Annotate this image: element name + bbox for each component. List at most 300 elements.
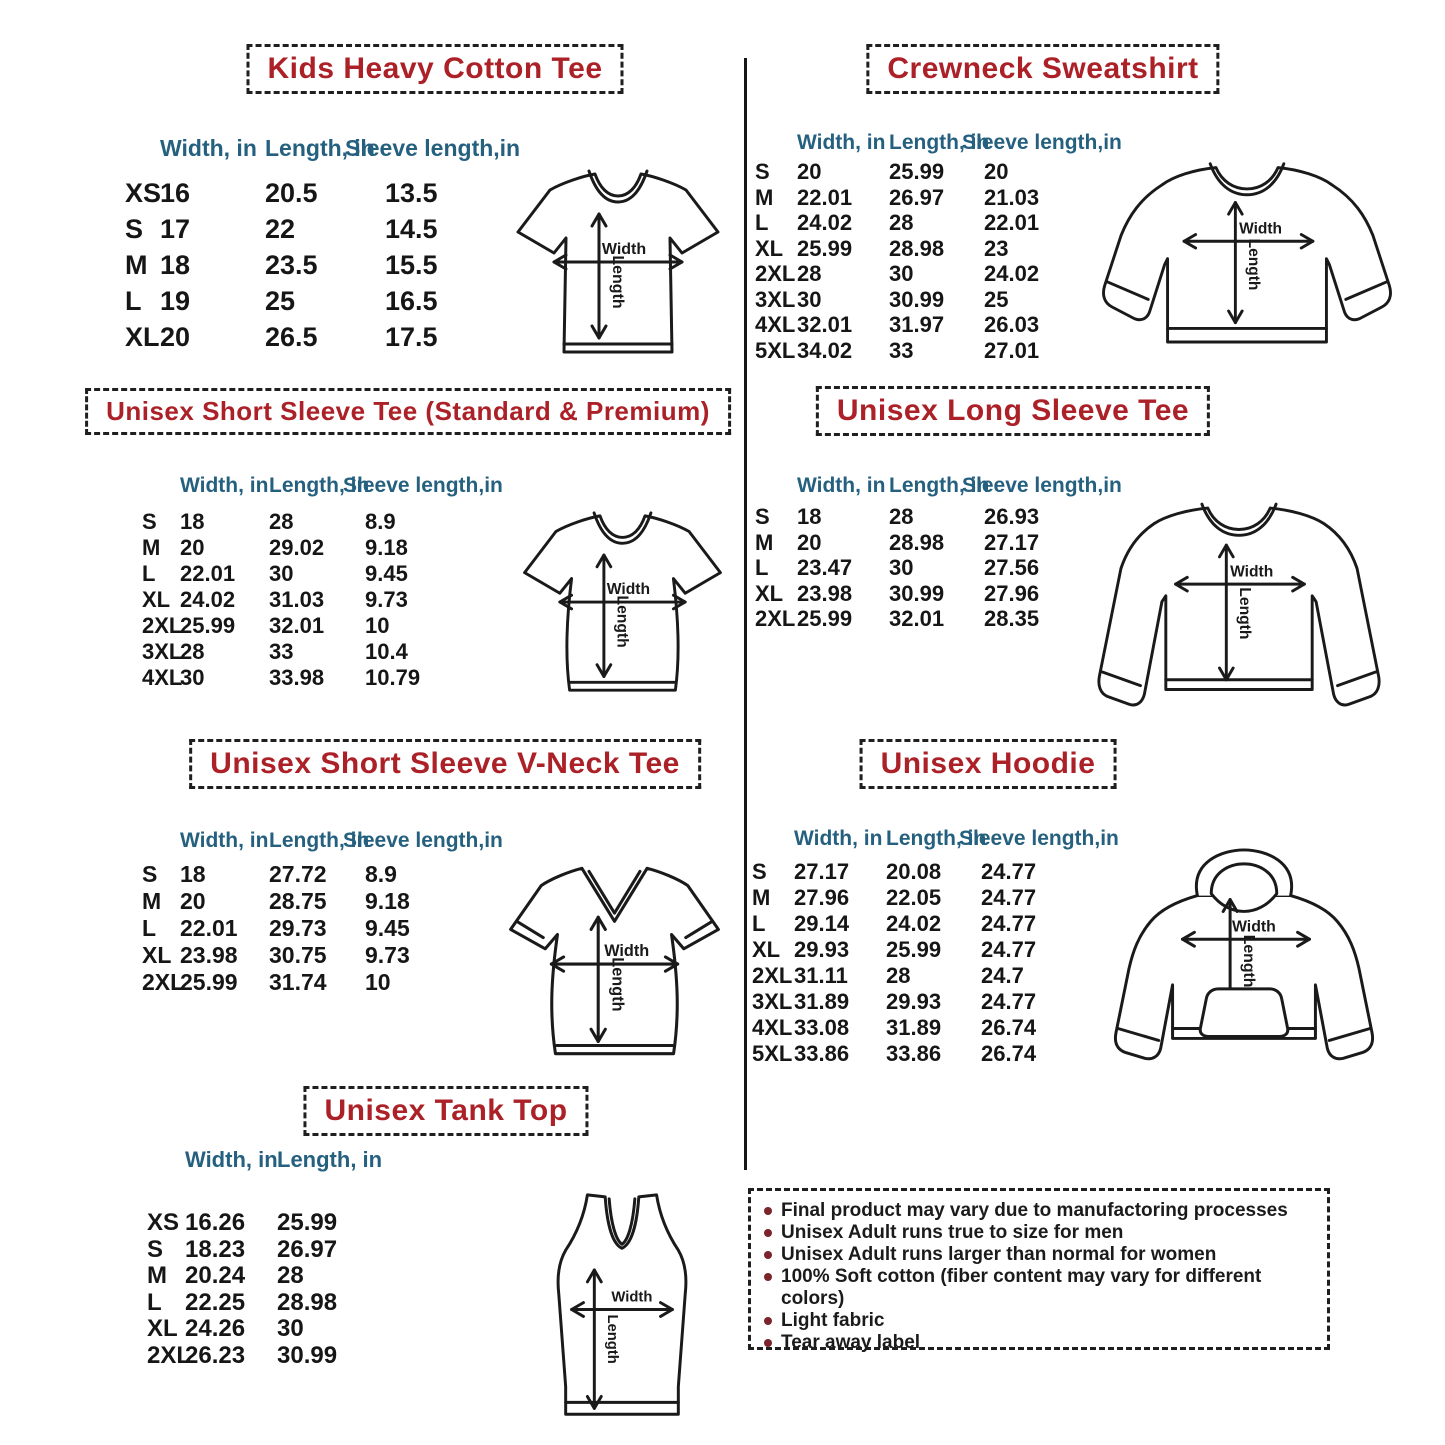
width-cell: 18 [180, 509, 205, 534]
width-cell: 26.23 [185, 1341, 246, 1369]
table-row [752, 885, 1093, 911]
length-cell: 28 [886, 963, 911, 988]
note-text: Light fabric [781, 1310, 885, 1331]
width-cell: 24.02 [797, 210, 853, 235]
sleeve-cell: 10 [365, 613, 390, 638]
length-cell: 30 [269, 561, 294, 586]
length-cell: 29.73 [269, 915, 327, 941]
size-cell: XL [755, 235, 784, 261]
length-label: Length [609, 255, 626, 309]
bullet-icon [764, 1207, 772, 1215]
length-cell: 31.03 [269, 587, 325, 612]
notes-list [764, 1200, 1314, 1354]
table-row [755, 261, 1096, 287]
kangaroo-pocket [1200, 989, 1288, 1037]
table-row [752, 911, 1093, 937]
sleeve-cell: 9.45 [365, 915, 410, 941]
table-body [752, 859, 1093, 1067]
column-header-width: Width, in [185, 1146, 278, 1172]
sleeve-cell: 9.18 [365, 535, 408, 560]
table-row [142, 613, 477, 639]
length-cell: 30.99 [277, 1341, 338, 1369]
width-cell: 33.08 [794, 1015, 850, 1040]
length-cell: 31.89 [886, 1015, 942, 1040]
size-cell: 2XL [755, 261, 796, 286]
table-row [147, 1210, 387, 1237]
sleeve-cell: 23 [984, 235, 1009, 261]
table-header [147, 1145, 387, 1171]
bullet-icon [764, 1273, 772, 1281]
length-cell: 29.93 [886, 989, 942, 1014]
table-header [752, 798, 1119, 850]
size-cell: M [125, 250, 148, 280]
kids-tee-illustration [498, 158, 738, 370]
width-cell: 23.47 [797, 555, 853, 580]
size-cell: M [142, 535, 161, 560]
width-label: Width [601, 241, 647, 258]
table-body [142, 509, 477, 691]
length-cell: 28 [277, 1262, 304, 1289]
sleeve-cell: 24.77 [981, 859, 1037, 884]
title-text: Unisex Long Sleeve Tee [836, 394, 1190, 427]
section-title-hoodie [860, 739, 1117, 789]
sleeve-cell: 9.73 [365, 942, 410, 968]
sleeve-cell: 26.74 [981, 1041, 1037, 1066]
size-cell: XL [142, 587, 171, 612]
width-cell: 18.23 [185, 1235, 246, 1263]
length-cell: 26.5 [265, 322, 318, 352]
width-cell: 28 [797, 261, 822, 286]
note-item [764, 1310, 1314, 1332]
width-cell: 20 [797, 529, 822, 555]
length-cell: 26.97 [277, 1235, 338, 1263]
column-header-sleeve: Sleeve length,in [343, 473, 503, 497]
width-cell: 20 [180, 888, 206, 914]
column-header-sleeve: Sleeve length,in [962, 130, 1122, 154]
length-cell: 28.98 [889, 529, 945, 555]
width-cell: 22.01 [180, 915, 238, 941]
width-cell: 18 [180, 861, 206, 887]
length-cell: 25.99 [889, 159, 945, 184]
length-label: Length [613, 595, 631, 648]
title-text: Unisex Hoodie [880, 747, 1096, 780]
length-cell: 22 [265, 214, 296, 244]
column-header-length: Length, in [265, 134, 375, 161]
width-cell: 16 [160, 178, 191, 208]
column-header-sleeve: Sleeve length,in [959, 826, 1119, 850]
note-item [764, 1244, 1314, 1266]
table-row [752, 1041, 1093, 1067]
width-label: Width [1239, 220, 1283, 238]
table-row [125, 283, 497, 319]
table-row [142, 639, 477, 665]
sleeve-cell: 24.77 [981, 885, 1037, 910]
width-cell: 31.11 [794, 963, 848, 988]
length-cell: 33.86 [886, 1041, 942, 1066]
length-label: Length [1240, 934, 1257, 988]
table-row [755, 338, 1096, 364]
width-cell: 25.99 [797, 606, 853, 631]
tank-top-illustration [538, 1183, 706, 1438]
table-body [125, 175, 497, 355]
size-cell: 5XL [755, 337, 796, 363]
length-cell: 24.02 [886, 911, 942, 936]
column-header-length: Length, in [886, 826, 987, 850]
table-header [755, 102, 1122, 154]
size-cell: 5XL [752, 1041, 793, 1066]
sleeve-cell: 27.17 [984, 529, 1040, 555]
table-body [147, 1210, 387, 1369]
size-cell: 4XL [752, 1015, 793, 1040]
table-header [142, 800, 503, 852]
column-header-length: Length, in [269, 473, 370, 497]
size-cell: S [142, 861, 158, 887]
length-cell: 28 [889, 210, 914, 235]
width-cell: 27.17 [794, 859, 850, 884]
width-cell: 18 [160, 250, 191, 280]
width-cell: 25.99 [180, 613, 236, 638]
size-table-standard-tee [142, 445, 503, 691]
width-cell: 22.01 [797, 184, 853, 210]
sleeve-cell: 26.93 [984, 504, 1040, 529]
note-item [764, 1222, 1314, 1244]
width-cell: 20 [180, 535, 205, 560]
length-cell: 25.99 [277, 1209, 338, 1236]
sleeve-cell: 25 [984, 286, 1009, 312]
size-cell: M [755, 184, 774, 210]
width-cell: 30 [797, 286, 822, 312]
size-cell: L [125, 286, 142, 316]
sleeve-cell: 26.03 [984, 312, 1040, 337]
crewneck-illustration [1092, 152, 1402, 377]
size-cell: 2XL [142, 969, 185, 995]
table-body [142, 861, 477, 996]
length-cell: 27.72 [269, 861, 327, 887]
length-cell: 30.99 [889, 286, 945, 312]
size-cell: XL [755, 580, 784, 606]
length-cell: 30.75 [269, 942, 327, 968]
size-cell: XL [142, 942, 172, 968]
bullet-icon [764, 1339, 772, 1347]
length-cell: 23.5 [265, 250, 318, 280]
size-cell: M [755, 529, 774, 555]
sleeve-cell: 26.74 [981, 1015, 1037, 1040]
table-row [147, 1316, 387, 1343]
size-cell: 3XL [755, 286, 796, 312]
table-row [755, 504, 1096, 530]
table-body [755, 504, 1096, 632]
size-cell: S [142, 509, 157, 534]
table-header [125, 100, 521, 161]
title-text: Unisex Short Sleeve V-Neck Tee [210, 747, 680, 780]
table-row [142, 561, 477, 587]
width-cell: 17 [160, 214, 191, 244]
note-item [764, 1200, 1314, 1222]
length-cell: 28 [269, 509, 294, 534]
length-cell: 20.5 [265, 178, 318, 208]
width-cell: 18 [797, 504, 822, 529]
vneck-illustration [492, 850, 737, 1072]
sleeve-cell: 24.02 [984, 261, 1040, 286]
length-cell: 28.98 [277, 1288, 338, 1316]
sleeve-cell: 24.77 [981, 937, 1037, 962]
section-title-standard-tee [85, 388, 731, 435]
width-label: Width [606, 581, 651, 599]
column-header-length: Length, in [269, 828, 370, 852]
length-cell: 30 [277, 1315, 304, 1342]
width-cell: 24.26 [185, 1315, 246, 1342]
length-cell: 30 [889, 555, 914, 580]
size-cell: M [142, 888, 162, 914]
width-label: Width [604, 941, 650, 960]
column-header-length: Length, in [889, 130, 990, 154]
length-cell: 33 [269, 639, 294, 664]
divider-line [744, 58, 747, 1170]
note-text: Unisex Adult runs larger than normal for women [781, 1244, 1217, 1265]
width-cell: 19 [160, 286, 191, 316]
length-cell: 32.01 [269, 613, 325, 638]
sleeve-cell: 27.56 [984, 555, 1040, 580]
table-row [142, 861, 477, 888]
title-text: Kids Heavy Cotton Tee [267, 52, 603, 85]
size-table-kids-tee [125, 100, 521, 355]
size-table-crewneck [755, 102, 1122, 363]
size-cell: XS [125, 178, 162, 208]
length-label: Length [604, 1314, 621, 1364]
size-table-vneck [142, 800, 503, 996]
sleeve-cell: 22.01 [984, 210, 1040, 235]
table-row [125, 247, 497, 283]
sleeve-cell: 9.18 [365, 888, 410, 914]
table-row [755, 530, 1096, 556]
width-cell: 29.93 [794, 937, 850, 962]
size-cell: L [147, 1288, 162, 1316]
length-cell: 31.74 [269, 969, 327, 995]
note-item [764, 1332, 1314, 1354]
size-cell: 3XL [142, 639, 183, 664]
column-header-width: Width, in [180, 828, 269, 852]
note-text: 100% Soft cotton (fiber content may vary for different colors) [781, 1266, 1262, 1309]
sleeve-cell: 8.9 [365, 509, 396, 534]
table-row [125, 211, 497, 247]
width-cell: 20 [160, 322, 191, 352]
width-cell: 23.98 [180, 942, 238, 968]
length-cell: 25 [265, 286, 296, 316]
length-cell: 30.99 [889, 580, 945, 606]
length-cell: 28.98 [889, 235, 945, 261]
size-cell: 4XL [142, 665, 183, 690]
title-text: Crewneck Sweatshirt [887, 52, 1199, 85]
width-cell: 25.99 [797, 235, 853, 261]
column-header-width: Width, in [797, 473, 886, 497]
size-cell: M [752, 885, 771, 910]
size-cell: 2XL [755, 606, 796, 631]
sleeve-cell: 20 [984, 159, 1009, 184]
size-cell: XL [147, 1315, 178, 1342]
tee-illustration [505, 498, 740, 710]
length-cell: 20.08 [886, 859, 942, 884]
table-row [755, 185, 1096, 211]
product-notes-box [748, 1188, 1330, 1353]
table-header [142, 445, 503, 497]
sleeve-cell: 16.5 [385, 286, 438, 316]
table-row [125, 319, 497, 355]
sleeve-cell: 10.4 [365, 639, 408, 664]
table-row [755, 236, 1096, 262]
table-header [755, 445, 1122, 497]
width-cell: 30 [180, 665, 205, 690]
title-text: Unisex Short Sleeve Tee (Standard & Premium) [106, 396, 710, 426]
column-header-width: Width, in [180, 473, 269, 497]
sleeve-cell: 24.77 [981, 911, 1037, 936]
table-row [142, 587, 477, 613]
bullet-icon [764, 1317, 772, 1325]
size-cell: 2XL [147, 1341, 192, 1369]
table-row [755, 312, 1096, 338]
sleeve-cell: 15.5 [385, 250, 438, 280]
width-label: Width [1230, 563, 1274, 581]
title-text: Unisex Tank Top [324, 1094, 568, 1127]
width-cell: 33.86 [794, 1041, 850, 1066]
sleeve-cell: 17.5 [385, 322, 438, 352]
section-title-kids-tee [246, 44, 623, 94]
size-cell: L [755, 210, 769, 235]
size-cell: S [755, 504, 770, 529]
size-cell: S [125, 214, 144, 244]
sleeve-cell: 13.5 [385, 178, 438, 208]
table-row [147, 1263, 387, 1290]
table-row [147, 1290, 387, 1317]
width-cell: 20 [797, 159, 822, 184]
table-row [755, 606, 1096, 632]
width-label: Width [1231, 918, 1276, 936]
length-cell: 22.05 [886, 885, 942, 910]
size-table-long-sleeve [755, 445, 1122, 632]
length-cell: 33 [889, 337, 914, 363]
size-cell: 2XL [142, 613, 183, 638]
table-row [755, 210, 1096, 236]
width-cell: 22.25 [185, 1288, 246, 1316]
length-label: Length [1244, 238, 1262, 291]
width-cell: 34.02 [797, 337, 853, 363]
sleeve-cell: 9.45 [365, 561, 408, 586]
sleeve-cell: 14.5 [385, 214, 438, 244]
width-label: Width [611, 1289, 653, 1306]
length-label: Length [608, 957, 627, 1012]
width-cell: 28 [180, 639, 205, 664]
table-row [755, 581, 1096, 607]
column-header-width: Width, in [160, 134, 257, 161]
length-cell: 28.75 [269, 888, 327, 914]
note-text: Tear away label [781, 1332, 921, 1353]
length-cell: 33.98 [269, 665, 325, 690]
size-cell: XL [125, 322, 160, 352]
bullet-icon [764, 1229, 772, 1237]
section-title-vneck [189, 739, 701, 789]
size-cell: XL [752, 937, 781, 962]
column-header-sleeve: Sleeve length,in [962, 473, 1122, 497]
size-cell: XS [147, 1209, 180, 1236]
sleeve-cell: 27.96 [984, 580, 1040, 606]
column-header-length: Length, in [889, 473, 990, 497]
note-item [764, 1266, 1314, 1310]
sleeve-cell: 9.73 [365, 587, 408, 612]
size-cell: S [147, 1235, 164, 1263]
width-cell: 22.01 [180, 561, 236, 586]
hood-opening [1211, 864, 1276, 912]
table-row [142, 509, 477, 535]
table-row [755, 555, 1096, 581]
sleeve-cell: 21.03 [984, 184, 1040, 210]
table-row [755, 287, 1096, 313]
table-row [147, 1343, 387, 1370]
width-cell: 29.14 [794, 911, 850, 936]
table-row [147, 1237, 387, 1264]
size-cell: 2XL [752, 963, 793, 988]
size-cell: 3XL [752, 989, 793, 1014]
column-header-length: Length, in [277, 1146, 383, 1172]
width-cell: 27.96 [794, 885, 850, 910]
size-table-hoodie [752, 798, 1119, 1067]
table-row [142, 888, 477, 915]
column-header-sleeve: Sleeve length,in [343, 828, 503, 852]
width-cell: 16.26 [185, 1209, 246, 1236]
long-sleeve-illustration [1078, 492, 1400, 727]
column-header-width: Width, in [794, 826, 883, 850]
length-cell: 25.99 [886, 937, 942, 962]
size-cell: M [147, 1262, 167, 1289]
sleeve-cell: 8.9 [365, 861, 397, 887]
table-row [142, 969, 477, 996]
sleeve-cell: 28.35 [984, 606, 1040, 631]
size-cell: L [755, 555, 769, 580]
table-row [142, 535, 477, 561]
sleeve-cell: 27.01 [984, 337, 1040, 363]
length-label: Length [1235, 587, 1253, 640]
length-cell: 32.01 [889, 606, 945, 631]
length-cell: 30 [889, 261, 914, 286]
size-cell: S [752, 859, 767, 884]
width-cell: 31.89 [794, 989, 850, 1014]
width-cell: 20.24 [185, 1262, 246, 1289]
column-header-width: Width, in [797, 130, 886, 154]
sleeve-cell: 24.7 [981, 963, 1024, 988]
column-header-sleeve: Sleeve length,in [345, 134, 521, 161]
section-title-tank-top [303, 1086, 588, 1136]
table-row [125, 175, 497, 211]
length-cell: 29.02 [269, 535, 325, 560]
size-cell: S [755, 159, 770, 184]
table-row [752, 859, 1093, 885]
sleeve-cell: 10 [365, 969, 391, 995]
hoodie-illustration [1085, 842, 1403, 1092]
section-title-long-sleeve [816, 386, 1210, 436]
table-row [752, 937, 1093, 963]
size-cell: L [752, 911, 766, 936]
size-table-tank-top [147, 1145, 387, 1369]
note-text: Final product may vary due to manufactoring processes [781, 1200, 1288, 1221]
sleeve-cell: 24.77 [981, 989, 1037, 1014]
table-body [755, 159, 1096, 363]
width-cell: 24.02 [180, 587, 236, 612]
width-cell: 23.98 [797, 580, 853, 606]
table-row [752, 1015, 1093, 1041]
size-cell: L [142, 915, 157, 941]
length-cell: 26.97 [889, 184, 945, 210]
length-cell: 28 [889, 504, 914, 529]
note-text: Unisex Adult runs true to size for men [781, 1222, 1124, 1243]
length-cell: 31.97 [889, 312, 945, 337]
